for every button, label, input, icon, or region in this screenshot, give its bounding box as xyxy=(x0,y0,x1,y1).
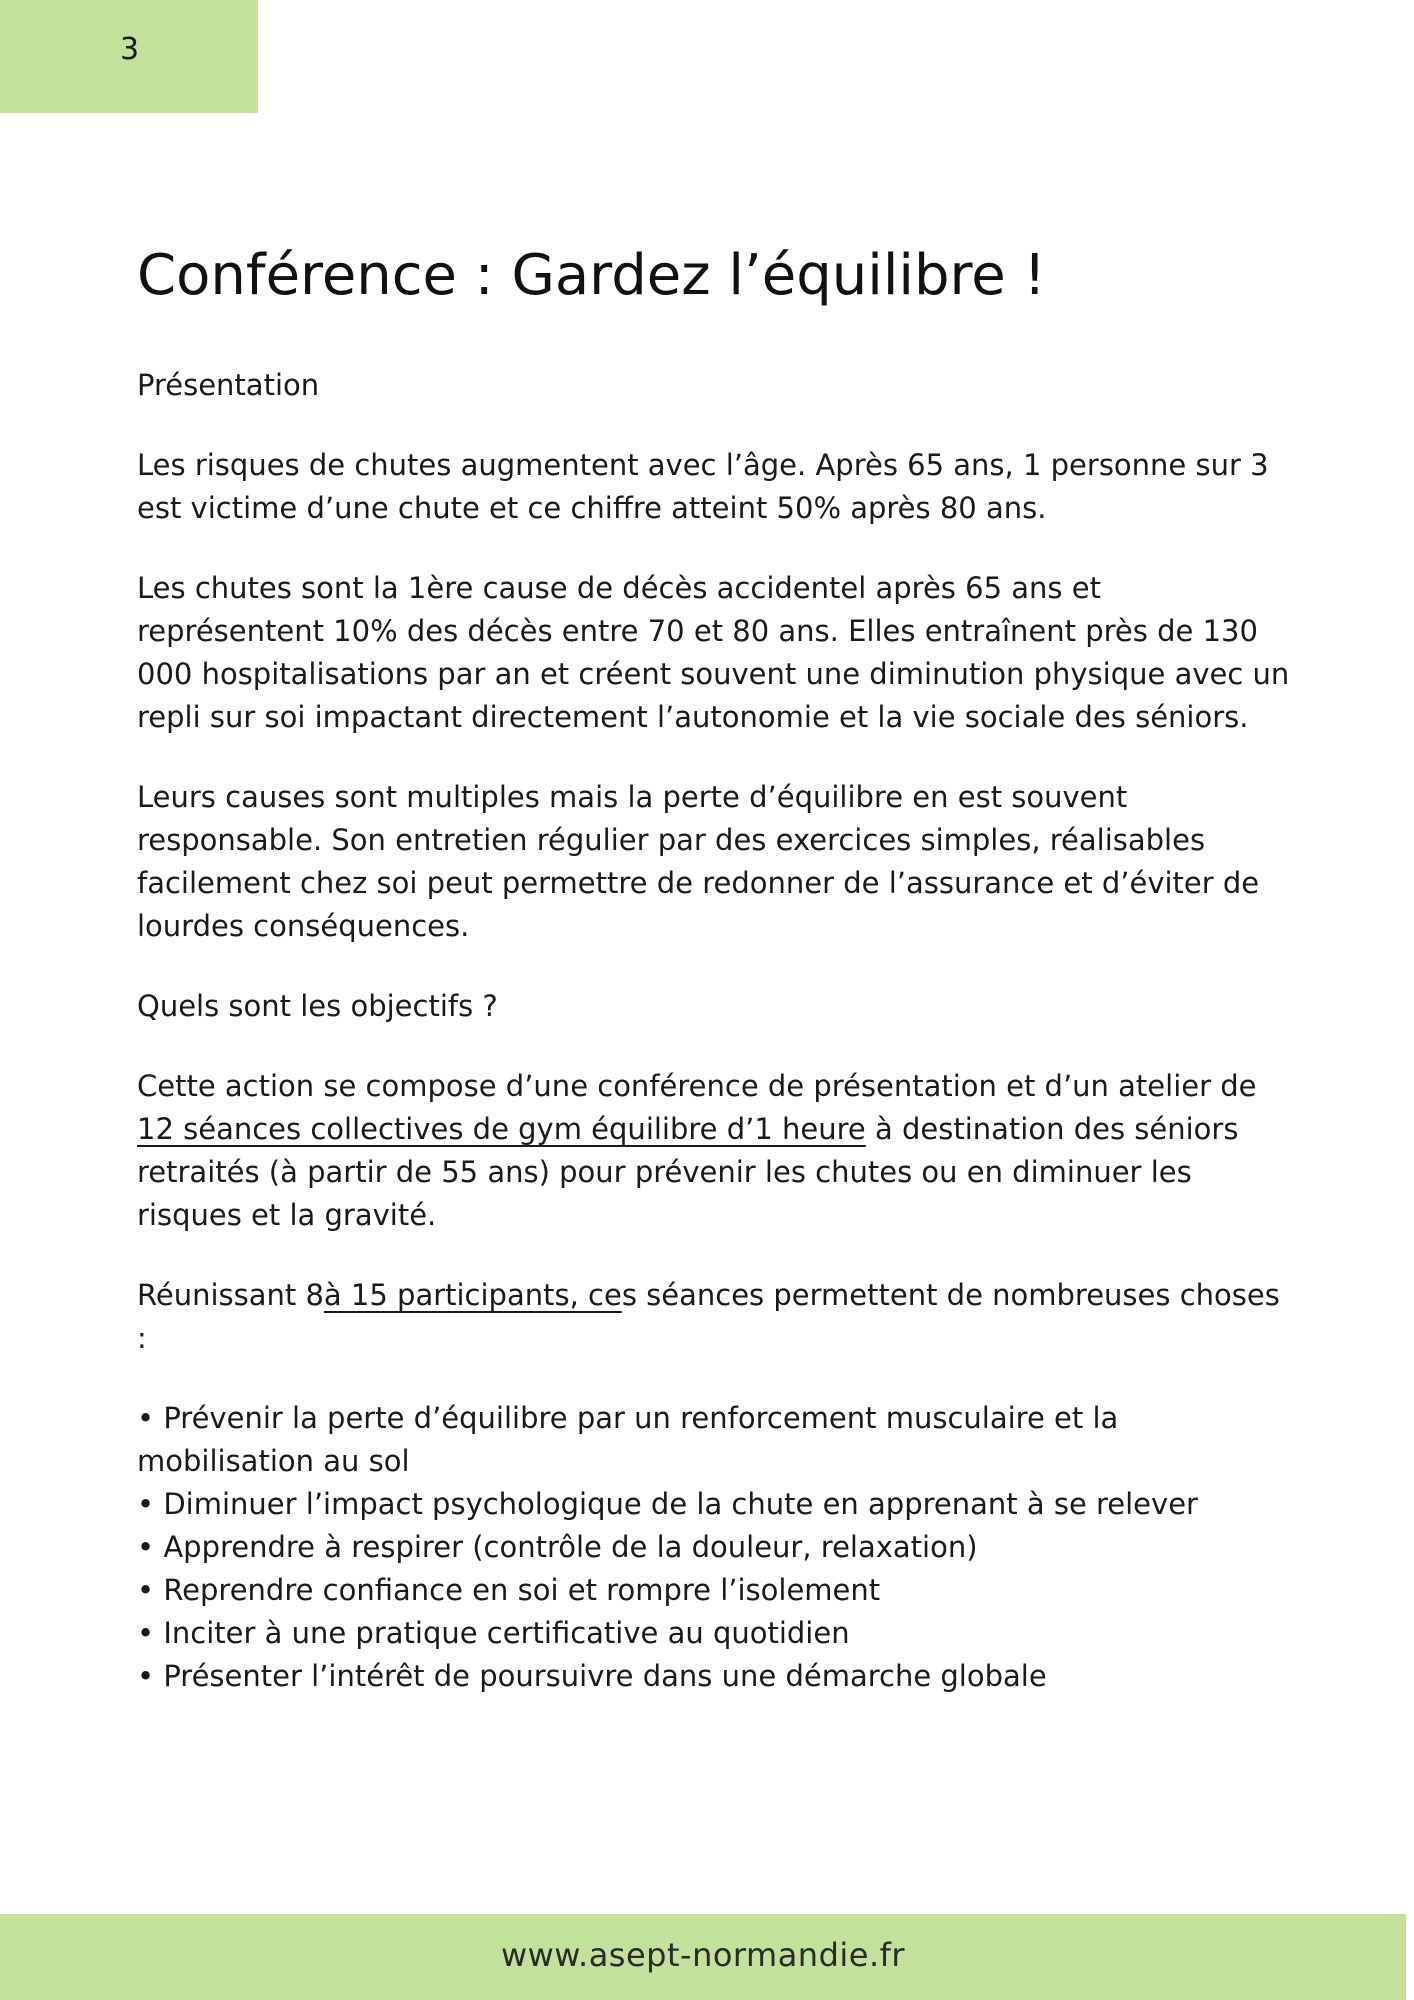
list-item: • Présenter l’intérêt de poursuivre dans une démarche globale xyxy=(137,1655,1297,1698)
paragraph-participants xyxy=(137,1274,1297,1360)
objectives-list xyxy=(137,1397,1297,1698)
footer-bar xyxy=(0,1914,1406,2000)
list-item: • Inciter à une pratique certificative au quotidien xyxy=(137,1612,1297,1655)
list-item: • Reprendre confiance en soi et rompre l’isolement xyxy=(137,1569,1297,1612)
action-rest: à destination des séniors retraités (à partir de 55 ans) pour prévenir les chutes ou en diminuer les risques et la gravité. xyxy=(137,1112,1239,1232)
paragraph-action xyxy=(137,1065,1297,1237)
presentation-heading: Présentation xyxy=(137,368,320,402)
page-number-tab xyxy=(0,0,258,113)
list-item: • Prévenir la perte d’équilibre par un renforcement musculaire et la mobilisation au sol xyxy=(137,1397,1297,1483)
list-item: • Diminuer l’impact psychologique de la chute en apprenant à se relever xyxy=(137,1483,1297,1526)
action-highlight: 12 séances collectives de gym équilibre d’1 heure xyxy=(137,1112,866,1146)
objectives-heading: Quels sont les objectifs ? xyxy=(137,989,498,1023)
page-title: Conférence : Gardez l’équilibre ! xyxy=(137,243,1046,308)
main-content xyxy=(137,240,1297,1698)
footer-website-link[interactable]: www.asept-normandie.fr xyxy=(500,1936,906,1974)
paragraph-causes-deces: Les chutes sont la 1ère cause de décès accidentel après 65 ans et représentent 10% des décès entre 70 et 80 ans. Elles entraînent près de 130 000 hospitalisations par an et créent souvent une diminution physique avec un repli sur soi impactant directement l’autonomie et la vie sociale des séniors. xyxy=(137,571,1290,734)
list-item: • Apprendre à respirer (contrôle de la douleur, relaxation) xyxy=(137,1526,1297,1569)
action-intro: Cette action se compose d’une conférence de présentation et d’un atelier de xyxy=(137,1069,1257,1103)
page-number: 3 xyxy=(120,32,140,67)
paragraph-risks: Les risques de chutes augmentent avec l’âge. Après 65 ans, 1 personne sur 3 est victime d’une chute et ce chiffre atteint 50% après 80 ans. xyxy=(137,448,1269,525)
group-highlight: à 15 participants, ce xyxy=(323,1278,622,1312)
group-prefix: Réunissant 8 xyxy=(137,1278,324,1312)
group-rest: s séances permettent de nombreuses choses : xyxy=(137,1278,1280,1355)
paragraph-equilibre: Leurs causes sont multiples mais la perte d’équilibre en est souvent responsable. Son entretien régulier par des exercices simples, réalisables facilement chez soi peut permettre de redonner de l’assurance et d’éviter de lourdes conséquences. xyxy=(137,780,1260,943)
